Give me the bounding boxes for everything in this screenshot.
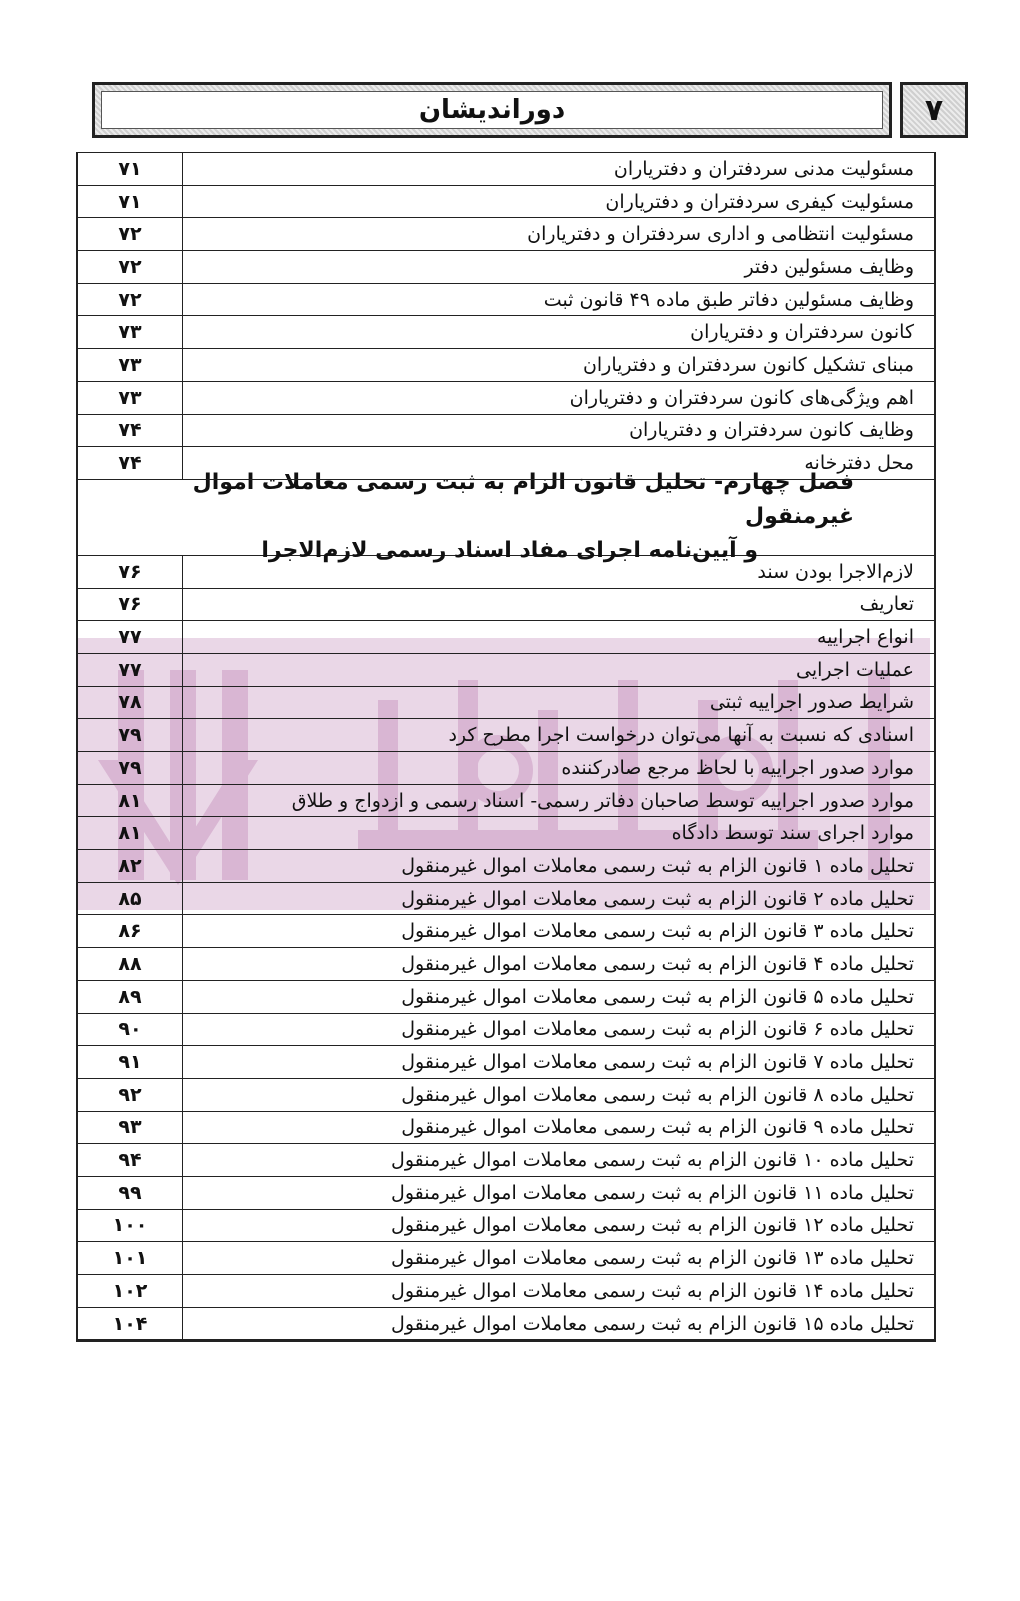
toc-entry-title: مسئولیت کیفری سردفتران و دفتریاران	[605, 190, 914, 213]
toc-page-number: ۷۹	[78, 752, 183, 784]
toc-page-number: ۹۴	[78, 1144, 183, 1176]
toc-entry-title: مسئولیت مدنی سردفتران و دفتریاران	[613, 157, 914, 180]
toc-entry-title: اهم ویژگی‌های کانون سردفتران و دفتریاران	[569, 386, 914, 409]
toc-row	[78, 1177, 934, 1210]
toc-row	[78, 316, 934, 349]
toc-entry-title: تحلیل ماده ۸ قانون الزام به ثبت رسمی معاملات اموال غیرمنقول	[401, 1083, 914, 1106]
toc-entry-title: انواع اجراییه	[816, 626, 914, 649]
toc-entry-title: تعاریف	[859, 593, 914, 616]
toc-row	[78, 589, 934, 622]
table-of-contents	[76, 152, 936, 1342]
toc-row	[78, 251, 934, 284]
toc-row	[78, 447, 934, 480]
toc-entry-title: تحلیل ماده ۲ قانون الزام به ثبت رسمی معاملات اموال غیرمنقول	[401, 887, 914, 910]
toc-entry-title: مسئولیت انتظامی و اداری سردفتران و دفتریاران	[527, 223, 914, 246]
toc-row	[78, 415, 934, 448]
toc-entry-title: تحلیل ماده ۵ قانون الزام به ثبت رسمی معاملات اموال غیرمنقول	[401, 985, 914, 1008]
toc-row	[78, 1242, 934, 1275]
toc-row	[78, 752, 934, 785]
toc-row	[78, 382, 934, 415]
toc-page-number: ۹۰	[78, 1014, 183, 1046]
toc-entry-title: لازم‌الاجرا بودن سند	[757, 560, 914, 583]
toc-page-number: ۸۱	[78, 817, 183, 849]
toc-entry-title: تحلیل ماده ۴ قانون الزام به ثبت رسمی معاملات اموال غیرمنقول	[401, 952, 914, 975]
toc-page-number: ۷۴	[78, 447, 183, 479]
chapter-title-line2: و آیین‌نامه اجرای مفاد اسناد رسمی لازم‌الاجرا	[261, 538, 758, 564]
toc-entry-title: اسنادی که نسبت به آنها می‌توان درخواست اجرا مطرح کرد	[448, 724, 914, 747]
toc-page-number: ۸۹	[78, 981, 183, 1013]
toc-row	[78, 153, 934, 186]
toc-entry-title: تحلیل ماده ۱۳ قانون الزام به ثبت رسمی معاملات اموال غیرمنقول	[391, 1247, 914, 1270]
page-number-box	[900, 82, 968, 138]
toc-row	[78, 1014, 934, 1047]
toc-entry-title: تحلیل ماده ۱۲ قانون الزام به ثبت رسمی معاملات اموال غیرمنقول	[391, 1214, 914, 1237]
toc-entry-title: موارد اجرای سند توسط دادگاه	[671, 822, 914, 845]
toc-row	[78, 850, 934, 883]
toc-page-number: ۸۱	[78, 785, 183, 817]
toc-page-number: ۷۶	[78, 556, 183, 588]
toc-entry-title: تحلیل ماده ۱۵ قانون الزام به ثبت رسمی معاملات اموال غیرمنقول	[391, 1312, 914, 1335]
running-title-box	[92, 82, 892, 138]
toc-row	[78, 1275, 934, 1308]
toc-row	[78, 981, 934, 1014]
toc-page-number: ۷۷	[78, 621, 183, 653]
toc-page-number: ۸۸	[78, 948, 183, 980]
toc-page-number: ۱۰۱	[78, 1242, 183, 1274]
toc-page-number: ۸۵	[78, 883, 183, 915]
toc-entry-title: شرایط صدور اجراییه ثبتی	[709, 691, 914, 714]
toc-row	[78, 785, 934, 818]
toc-row	[78, 719, 934, 752]
toc-row	[78, 1079, 934, 1112]
toc-page-number: ۷۷	[78, 654, 183, 686]
toc-page-number: ۷۳	[78, 382, 183, 414]
toc-page-number: ۷۱	[78, 186, 183, 218]
toc-row	[78, 817, 934, 850]
toc-row	[78, 1210, 934, 1243]
toc-entry-title: تحلیل ماده ۳ قانون الزام به ثبت رسمی معاملات اموال غیرمنقول	[401, 920, 914, 943]
toc-page-number: ۷۸	[78, 687, 183, 719]
toc-row	[78, 349, 934, 382]
toc-row	[78, 1144, 934, 1177]
toc-page-number: ۱۰۰	[78, 1210, 183, 1242]
toc-page-number: ۹۳	[78, 1112, 183, 1144]
toc-entry-title: تحلیل ماده ۷ قانون الزام به ثبت رسمی معاملات اموال غیرمنقول	[401, 1051, 914, 1074]
running-title: دوراندیشان	[418, 95, 566, 125]
toc-entry-title: وظایف کانون سردفتران و دفتریاران	[629, 419, 914, 442]
toc-row	[78, 284, 934, 317]
toc-entry-title: محل دفترخانه	[804, 452, 914, 475]
toc-row	[78, 948, 934, 981]
toc-row	[78, 186, 934, 219]
toc-page-number: ۷۴	[78, 415, 183, 447]
toc-entry-title: مبنای تشکیل کانون سردفتران و دفتریاران	[582, 353, 914, 376]
toc-page-number: ۷۳	[78, 349, 183, 381]
toc-page-number: ۷۲	[78, 251, 183, 283]
toc-page-number: ۷۲	[78, 218, 183, 250]
toc-row	[78, 621, 934, 654]
toc-entry-title: عملیات اجرایی	[796, 658, 914, 681]
toc-entry-title: وظایف مسئولین دفاتر طبق ماده ۴۹ قانون ثبت	[543, 288, 914, 311]
toc-row	[78, 1046, 934, 1079]
toc-row	[78, 1308, 934, 1341]
toc-page-number: ۸۶	[78, 915, 183, 947]
chapter-heading	[78, 470, 934, 564]
toc-row	[78, 556, 934, 589]
toc-page-number: ۷۳	[78, 316, 183, 348]
toc-row	[78, 883, 934, 916]
toc-page-number: ۸۲	[78, 850, 183, 882]
toc-entry-title: تحلیل ماده ۱۴ قانون الزام به ثبت رسمی معاملات اموال غیرمنقول	[391, 1279, 914, 1302]
toc-entry-title: موارد صدور اجراییه با لحاظ مرجع صادرکننده	[561, 756, 914, 779]
toc-row	[78, 218, 934, 251]
toc-entry-title: وظایف مسئولین دفتر	[744, 255, 914, 278]
toc-row	[78, 915, 934, 948]
toc-page-number: ۷۲	[78, 284, 183, 316]
toc-page-number: ۷۱	[78, 153, 183, 185]
toc-entry-title: کانون سردفتران و دفتریاران	[690, 321, 914, 344]
toc-row	[78, 687, 934, 720]
toc-page-number: ۹۱	[78, 1046, 183, 1078]
page-header	[92, 82, 968, 138]
toc-entry-title: تحلیل ماده ۹ قانون الزام به ثبت رسمی معاملات اموال غیرمنقول	[401, 1116, 914, 1139]
toc-page-number: ۷۶	[78, 589, 183, 621]
toc-row	[78, 654, 934, 687]
toc-entry-title: تحلیل ماده ۱ قانون الزام به ثبت رسمی معاملات اموال غیرمنقول	[401, 854, 914, 877]
toc-entry-title: تحلیل ماده ۶ قانون الزام به ثبت رسمی معاملات اموال غیرمنقول	[401, 1018, 914, 1041]
toc-page-number: ۷۹	[78, 719, 183, 751]
toc-entry-title: تحلیل ماده ۱۰ قانون الزام به ثبت رسمی معاملات اموال غیرمنقول	[391, 1149, 914, 1172]
toc-page-number: ۱۰۴	[78, 1308, 183, 1340]
toc-page-number: ۹۲	[78, 1079, 183, 1111]
toc-entry-title: تحلیل ماده ۱۱ قانون الزام به ثبت رسمی معاملات اموال غیرمنقول	[391, 1181, 914, 1204]
toc-entry-title: موارد صدور اجراییه توسط صاحبان دفاتر رسمی- اسناد رسمی و ازدواج و طلاق	[291, 789, 914, 812]
page-number: ۷	[924, 92, 944, 128]
toc-page-number: ۱۰۲	[78, 1275, 183, 1307]
toc-row	[78, 1112, 934, 1145]
toc-page-number: ۹۹	[78, 1177, 183, 1209]
chapter-title-line1: فصل چهارم- تحلیل قانون الزام به ثبت رسمی معاملات اموال غیرمنقول	[192, 470, 854, 530]
